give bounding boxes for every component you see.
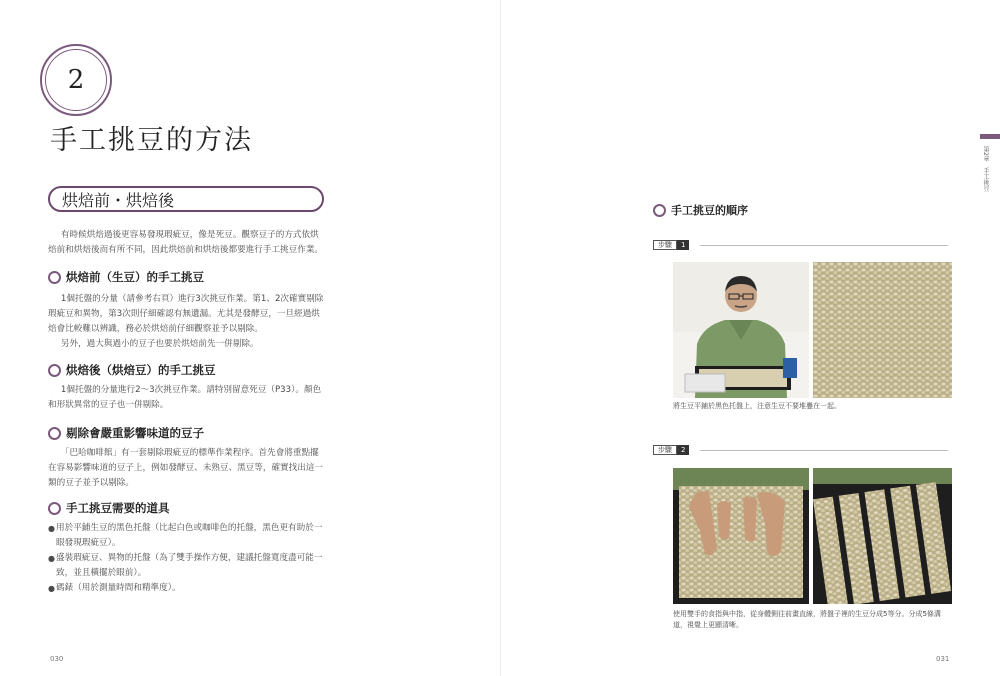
bullet-icon: ● [48,524,55,533]
circle-bullet-icon [653,204,666,217]
chapter-badge [40,44,112,116]
list-item-text: 盛裝瑕疵豆、異物的托盤（為了雙手操作方便，建議托盤寬度盡可能一致，並且橫擺於眼前）。 [56,553,323,578]
section-title [48,186,324,212]
chapter-side-label: 第2章 手工挑豆 [982,146,989,192]
spread-gutter [500,0,501,676]
photo-beans-five-rows [813,468,952,604]
section-heading-text: 烘焙後（烘焙豆）的手工挑豆 [66,363,216,377]
section-heading-text: 手工挑豆需要的道具 [66,501,170,515]
section-title-text: 烘焙前・烘焙後 [62,190,175,210]
section-heading-remove [48,425,204,441]
procedure-heading-text: 手工挑豆的順序 [671,204,748,217]
rows-illustration [813,468,952,604]
section-heading-raw [48,269,204,285]
procedure-heading [653,202,748,218]
step-divider [700,450,948,451]
roasted-bean-paragraph [48,383,324,413]
circle-bullet-icon [48,271,61,284]
list-item [48,551,328,581]
step-label: 步驟 [653,445,677,455]
paragraph-text: 另外，過大與過小的豆子也要於烘焙前先一併剔除。 [60,339,259,349]
tools-list [48,521,328,596]
circle-bullet-icon [48,502,61,515]
section-heading-text: 剔除會嚴重影響味道的豆子 [66,426,204,440]
step-number: 2 [677,445,689,455]
raw-bean-paragraph [48,292,324,352]
photo-beans-on-tray [813,262,952,398]
step-2-caption: 使用雙手的食指與中指，從身體側往前畫直線，將盤子裡的生豆分成5等分。分成5條溝道，視覺上更顯清晰。 [673,610,941,629]
step-1-tag [653,240,689,250]
list-item-text: 碼錶（用於測量時間和精準度）。 [56,583,181,593]
intro-text: 有時候烘焙過後更容易發現瑕疵豆，像是死豆。觀察豆子的方式依烘焙前和烘焙後而有所不同，因此烘焙前和烘焙後都要進行手工挑豆作業。 [48,230,324,255]
page-number-right: 031 [936,655,950,663]
paragraph-text: 1個托盤的分量進行2〜3次挑豆作業。請特別留意死豆（P33）。顏色和形狀異常的豆子也一併剔除。 [48,385,322,410]
paragraph-text: 1個托盤的分量（請參考右頁）進行3次挑豆作業。第1、2次確實剔除瑕疵豆和異物，第3次則仔細確認有無遺漏。尤其是發酵豆，一旦經過烘焙會比較難以辨識，務必於烘焙前仔細觀察並予以剔除。 [48,294,324,334]
page-title: 手工挑豆的方法 [50,125,253,156]
remove-beans-paragraph [48,446,324,491]
step-label: 步驟 [653,240,677,250]
list-item [48,581,328,596]
photo-hands-dividing [673,468,809,604]
step-divider [700,245,948,246]
beans-illustration [813,262,952,398]
photo-person-sorting [673,262,809,398]
step-1-caption: 將生豆平鋪於黑色托盤上，注意生豆不要堆疊在一起。 [673,402,841,410]
circle-bullet-icon [48,427,61,440]
list-item-text: 用於平鋪生豆的黑色托盤（比起白色或咖啡色的托盤，黑色更有助於一眼發現瑕疵豆）。 [56,523,323,548]
person-illustration [673,262,809,398]
step-number: 1 [677,240,689,250]
intro-paragraph [48,228,324,258]
section-heading-text: 烘焙前（生豆）的手工挑豆 [66,270,204,284]
list-item [48,521,328,551]
chapter-number: 2 [45,49,107,111]
chapter-tab [980,134,1000,139]
section-heading-roasted [48,362,216,378]
bullet-icon: ● [48,554,55,563]
section-heading-tools [48,500,170,516]
hands-illustration [673,468,809,604]
bullet-icon: ● [48,584,55,593]
step-2-tag [653,445,689,455]
page-number-left: 030 [50,655,64,663]
paragraph-text: 「巴哈咖啡館」有一套剔除瑕疵豆的標準作業程序。首先會將重點擺在容易影響味道的豆子上，例如發酵豆、未熟豆、黑豆等，確實找出這一類的豆子並予以剔除。 [48,448,324,488]
circle-bullet-icon [48,364,61,377]
